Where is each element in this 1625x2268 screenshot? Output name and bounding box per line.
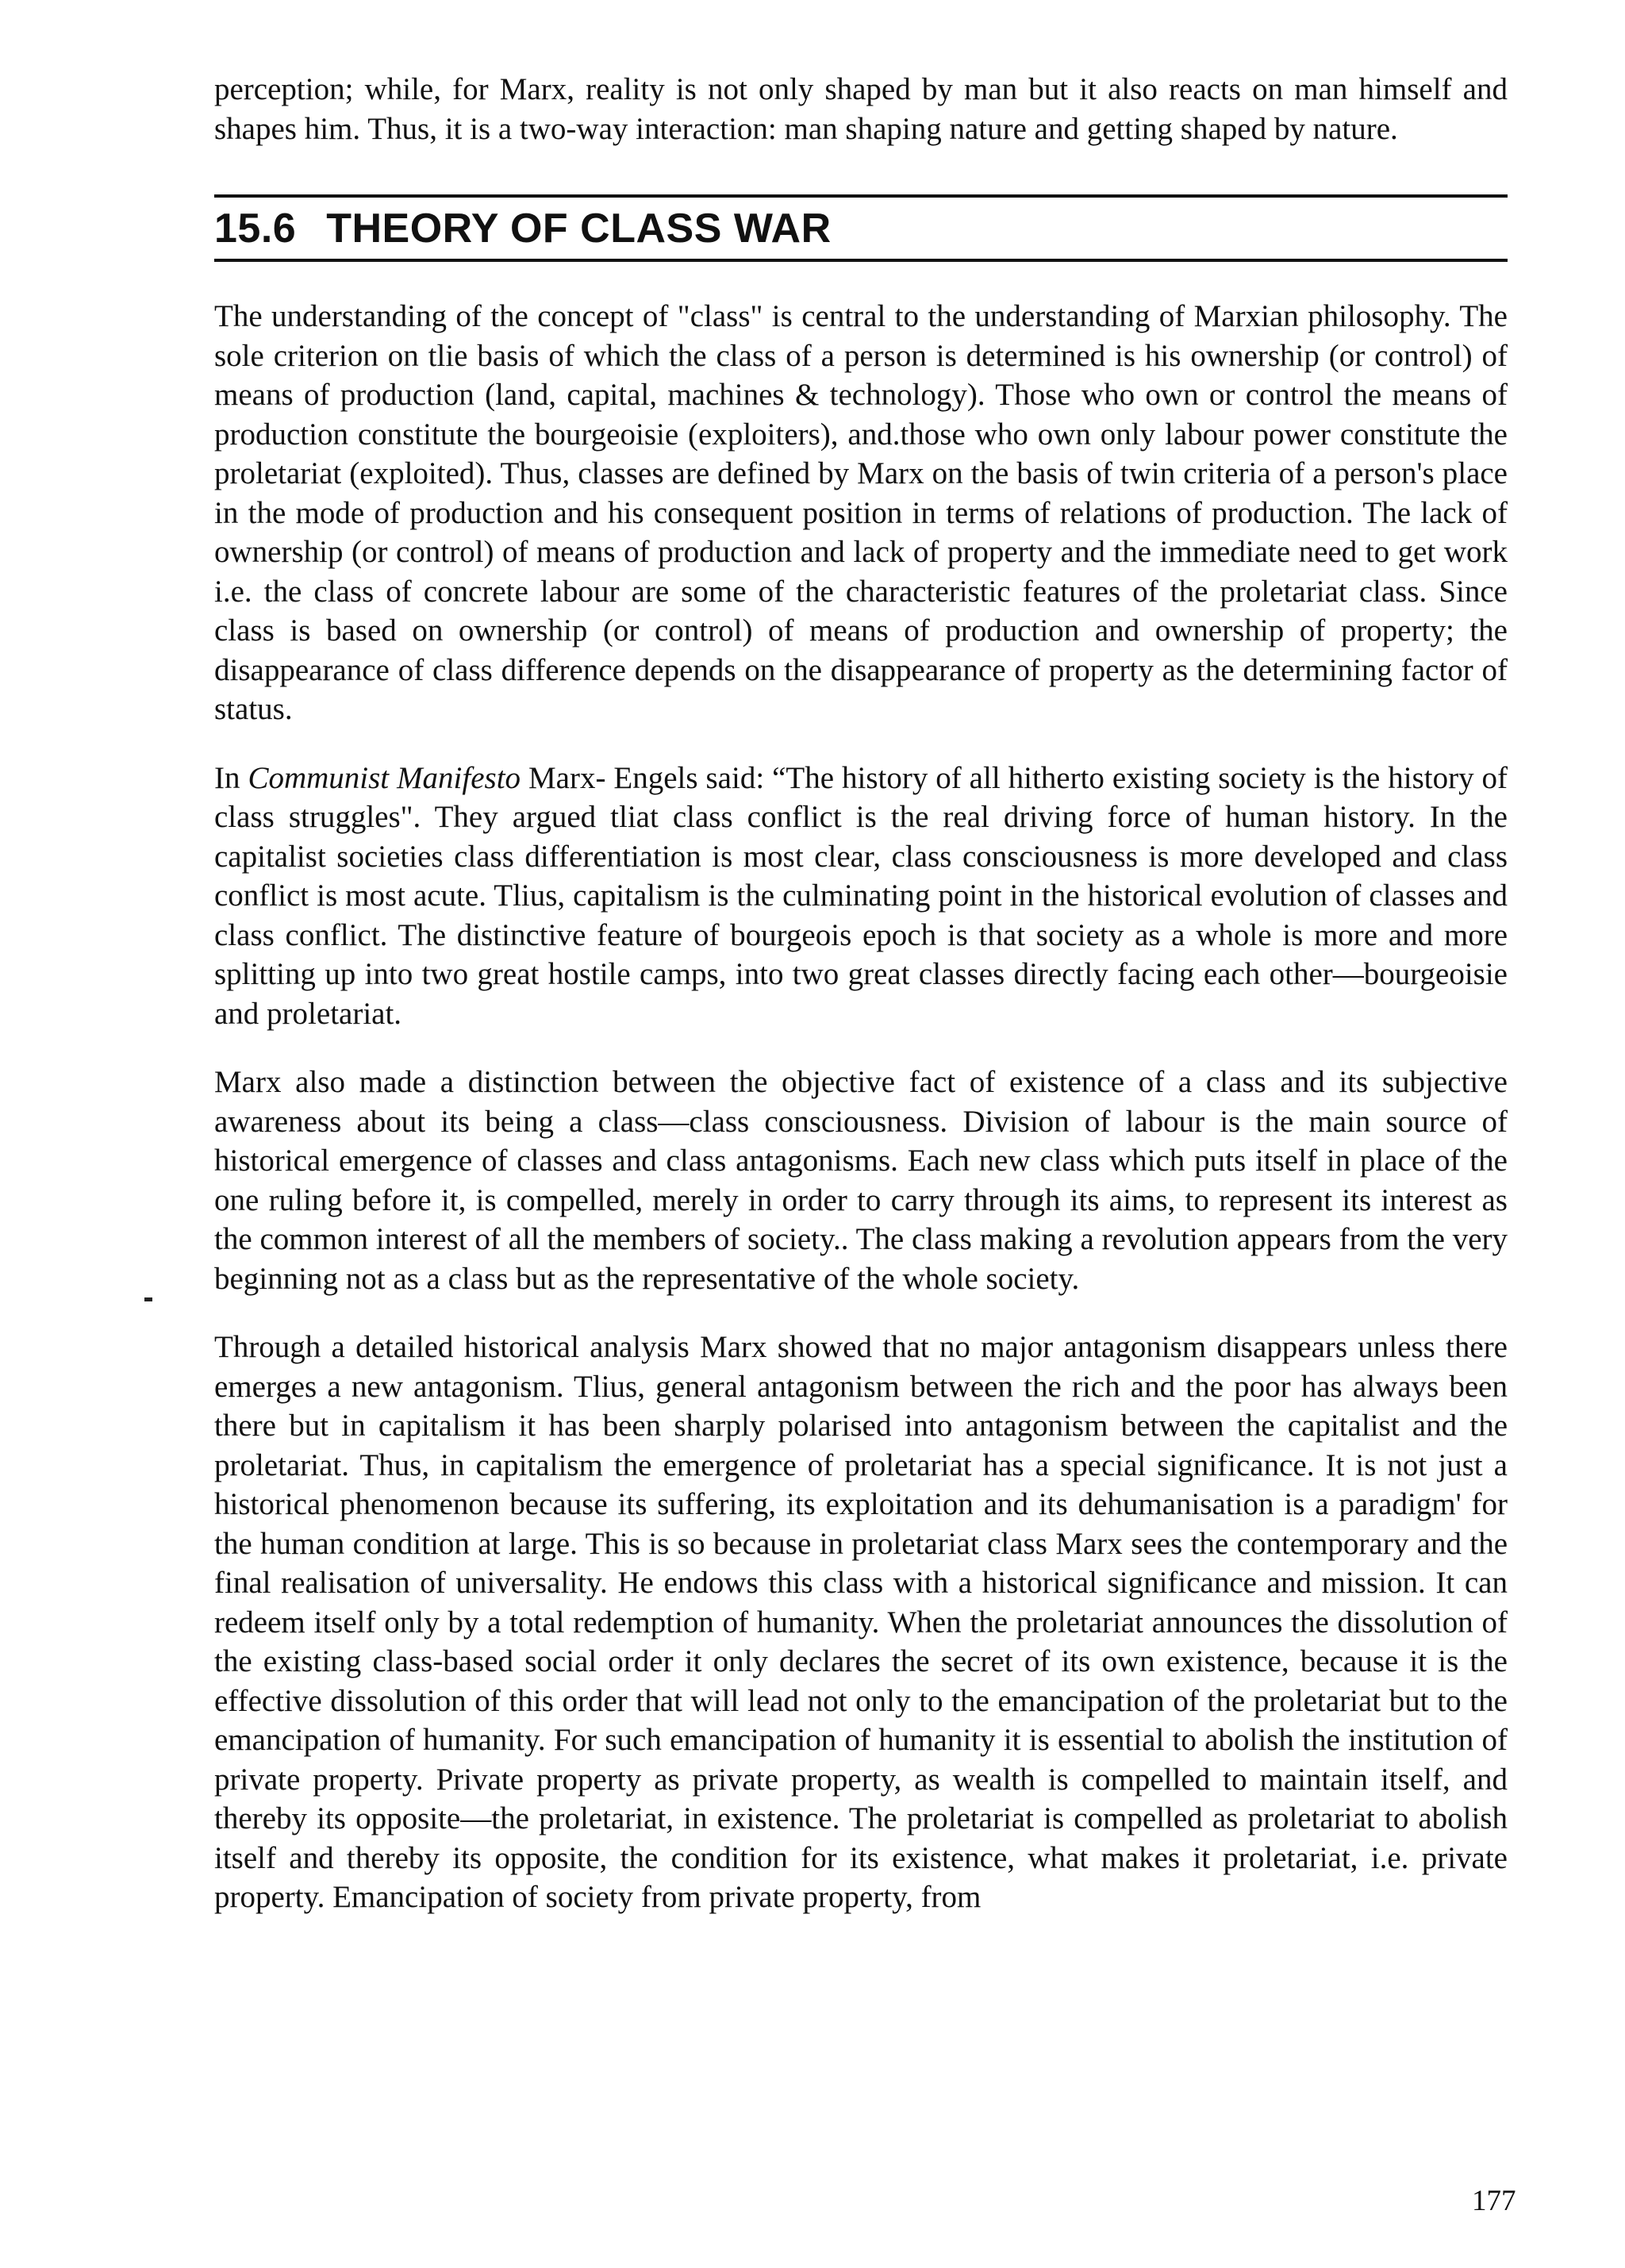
margin-mark bbox=[144, 1297, 152, 1301]
section-heading bbox=[214, 194, 1508, 262]
section-title bbox=[214, 205, 1508, 252]
paragraph-class-consciousness: Marx also made a distinction between the objective fact of existence of a class and its subjective awareness about its being a class—class consciousness. Division of labour is the main source of historical emergence of classes and class antagonisms. Each new class which puts itself in place of the one ruling before it, is compelled, merely in order to carry through its aims, to represent its interest as the common interest of all the members of society.. The class making a revolution appears from the very beginning not as a class but as the representative of the whole society. bbox=[214, 1065, 1508, 1296]
intro-paragraph: perception; while, for Marx, reality is not only shaped by man but it also reacts on man himself and shapes him. Thus, it is a two-way interaction: man shaping nature and getting shaped by nature. bbox=[214, 72, 1508, 146]
paragraph-communist-manifesto bbox=[214, 759, 1508, 1034]
section-title-text: THEORY OF CLASS WAR bbox=[326, 206, 832, 252]
section-number: 15.6 bbox=[214, 206, 297, 252]
paragraph-body: Marx- Engels said: “The history of all hitherto existing society is the history of class struggles". They argued tliat class conflict is the real driving force of human history. In the capitalist societies class differentiation is most clear, class consciousness is more developed and class conflict is most acute. Tlius, capitalism is the culminating point in the historical evolution of classes and class conflict. The distinctive feature of bourgeois epoch is that society as a whole is more and more splitting up into two great hostile camps, into two great classes directly facing each other—bourgeoisie and proletariat. bbox=[214, 760, 1508, 1031]
page-number: 177 bbox=[1472, 2185, 1516, 2217]
book-title: Communist Manifesto bbox=[248, 760, 521, 795]
paragraph-class-concept: The understanding of the concept of "class" is central to the understanding of Marxian philosophy. The sole criterion on tlie basis of which the class of a person is determined is his ownership (or control) of means of production (land, capital, machines & technology). Those who own or control the means of production constitute the bourgeoisie (exploiters), and.those who own only labour power constitute the proletariat (exploited). Thus, classes are defined by Marx on the basis of twin criteria of a person's place in the mode of production and his consequent position in terms of relations of production. The lack of ownership (or control) of means of production and lack of property and the immediate need to get work i.e. the class of concrete labour are some of the characteristic features of the proletariat class. Since class is based on ownership (or control) of means of production and ownership of property; the disappearance of class difference depends on the disappearance of property as the determining factor of status. bbox=[214, 299, 1508, 726]
paragraph-antagonism: Through a detailed historical analysis Marx showed that no major antagonism disappears unless there emerges a new antagonism. Tlius, general antagonism between the rich and the poor has always been there but in capitalism it has been sharply polarised into antagonism between the capitalist and the proletariat. Thus, in capitalism the emergence of proletariat has a special significance. It is not just a historical phenomenon because its suffering, its exploitation and its dehumanisation is a paradigm' for the human condition at large. This is so because in proletariat class Marx sees the contemporary and the final realisation of universality. He endows this class with a historical significance and mission. It can redeem itself only by a total redemption of humanity. When the proletariat announces the dissolution of the existing class-based social order it only declares the secret of its own existence, because it is the effective dissolution of this order that will lead not only to the emancipation of the proletariat but to the emancipation of humanity. For such emancipation of humanity it is essential to abolish the institution of private property. Private property as private property, as wealth is compelled to maintain itself, and thereby its opposite—the proletariat, in existence. The proletariat is compelled as proletariat to abolish itself and thereby its opposite, the condition for its existence, what makes it proletariat, i.e. private property. Emancipation of society from private property, from bbox=[214, 1330, 1508, 1914]
paragraph-lead: In bbox=[214, 760, 248, 795]
page-body bbox=[214, 70, 1508, 1947]
